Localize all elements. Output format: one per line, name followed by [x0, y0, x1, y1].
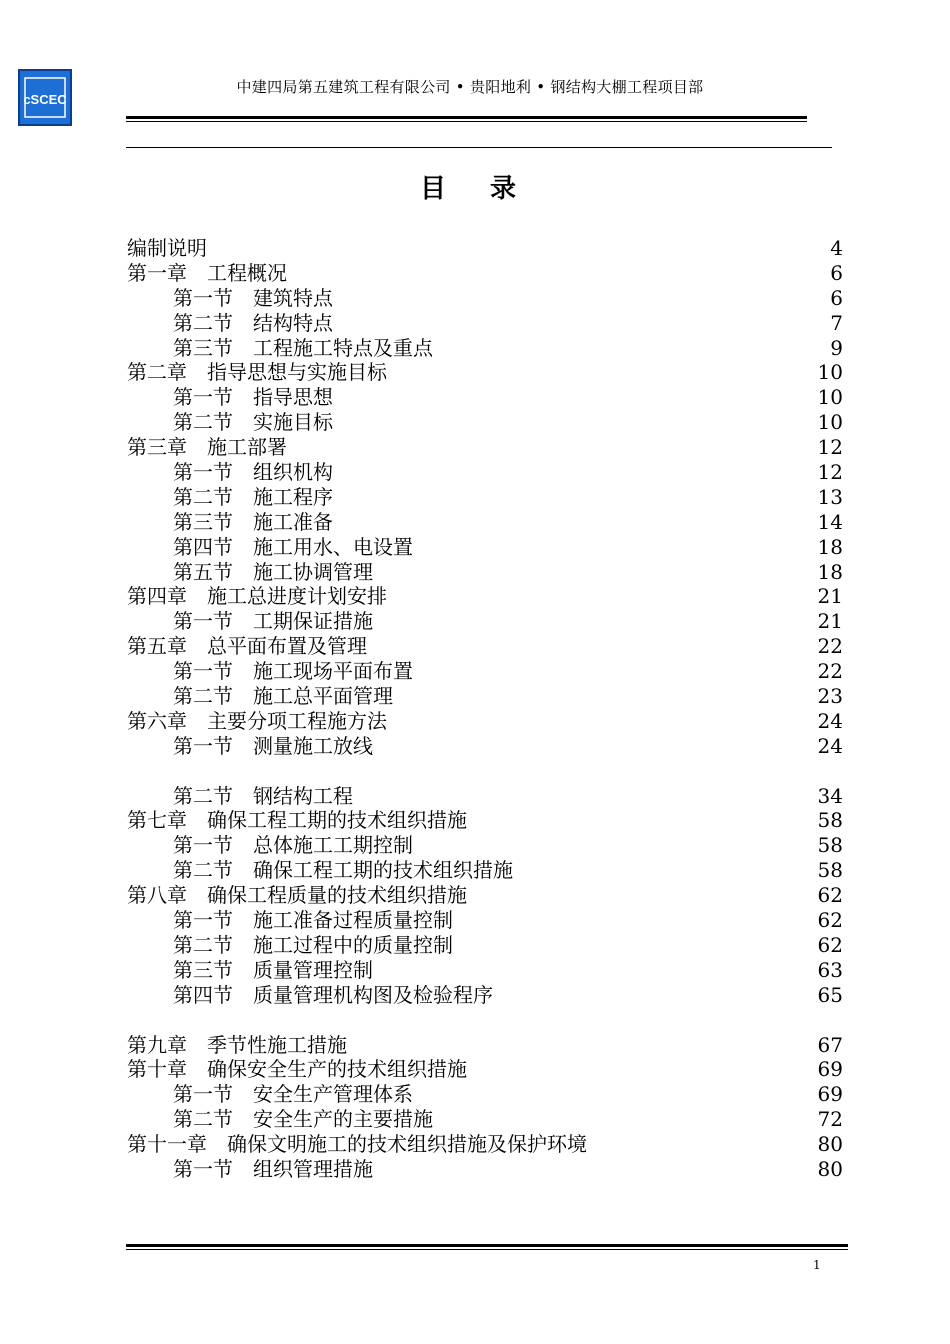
toc-chapter-entry[interactable]: [127, 360, 843, 385]
toc-section-entry[interactable]: [127, 684, 843, 709]
toc-section-entry[interactable]: [127, 336, 843, 361]
company-logo: [18, 69, 72, 126]
toc-entry-page: 6: [830, 260, 843, 285]
toc-section-entry[interactable]: [127, 311, 843, 336]
header-company-title: 中建四局第五建筑工程有限公司 • 贵阳地利 • 钢结构大棚工程项目部: [236, 78, 704, 96]
toc-entry-text: 第四章 施工总进度计划安排: [127, 584, 387, 609]
toc-entry-text: 第六章 主要分项工程施方法: [127, 708, 387, 733]
toc-entry-text: 第二章 指导思想与实施目标: [127, 360, 387, 385]
toc-section-entry[interactable]: [127, 485, 843, 510]
toc-section-entry[interactable]: [127, 659, 843, 684]
toc-entry-text: 第三节 施工准备: [173, 509, 333, 534]
toc-section-entry[interactable]: [127, 1107, 843, 1132]
toc-entry-page: 62: [817, 932, 843, 957]
toc-entry-page: 67: [817, 1032, 843, 1057]
toc-entry-text: 编制说明: [127, 236, 207, 260]
toc-entry-page: 24: [817, 708, 843, 733]
toc-section-entry[interactable]: [127, 983, 843, 1008]
toc-entry-page: 23: [817, 684, 843, 709]
toc-section-entry[interactable]: [127, 734, 843, 759]
toc-section-entry[interactable]: [127, 510, 843, 535]
toc-entry-page: 18: [817, 534, 843, 559]
toc-entry-page: 69: [817, 1082, 843, 1107]
header-rule-thin: [126, 121, 807, 122]
toc-entry-text: 第一节 指导思想: [173, 385, 333, 410]
toc-entry-page: 65: [817, 982, 843, 1007]
toc-entry-page: 21: [817, 609, 843, 634]
toc-entry-text: 第二节 施工过程中的质量控制: [173, 932, 453, 957]
toc-entry-text: 第二节 施工程序: [173, 484, 333, 509]
toc-title: 目录: [419, 174, 560, 204]
toc-entry-page: 58: [817, 833, 843, 858]
toc-entry-page: 10: [817, 360, 843, 385]
header-rule-thick: [126, 116, 807, 119]
toc-chapter-entry[interactable]: [127, 883, 843, 908]
toc-entry-text: 第五章 总平面布置及管理: [127, 634, 367, 659]
toc-chapter-entry[interactable]: [127, 435, 843, 460]
toc-entry-text: 第九章 季节性施工措施: [127, 1032, 347, 1057]
toc-entry-page: 21: [817, 584, 843, 609]
toc-chapter-entry[interactable]: [127, 261, 843, 286]
toc-entry-page: 62: [817, 883, 843, 908]
toc-entry-text: 第二节 施工总平面管理: [173, 684, 393, 709]
toc-section-entry[interactable]: [127, 286, 843, 311]
toc-entry-page: 58: [817, 858, 843, 883]
toc-entry-page: 14: [817, 509, 843, 534]
toc-chapter-entry[interactable]: [127, 1057, 843, 1082]
toc-section-entry[interactable]: [127, 609, 843, 634]
toc-section-entry[interactable]: [127, 933, 843, 958]
toc-entry-text: 第八章 确保工程质量的技术组织措施: [127, 883, 467, 908]
toc-chapter-entry[interactable]: [127, 1033, 843, 1058]
toc-entry-text: 第一节 总体施工工期控制: [173, 833, 413, 858]
toc-entry-page: 80: [817, 1156, 843, 1181]
toc-entry-page: 22: [817, 659, 843, 684]
toc-entry-text: 第一节 组织管理措施: [173, 1156, 373, 1181]
toc-section-entry[interactable]: [127, 385, 843, 410]
toc-section-entry[interactable]: [127, 535, 843, 560]
toc-entry-text: 第三节 质量管理控制: [173, 957, 373, 982]
toc-spacer: [127, 1008, 843, 1033]
toc-entry-page: 12: [817, 460, 843, 485]
toc-entry-page: 12: [817, 435, 843, 460]
toc-spacer: [127, 759, 843, 784]
toc-entry-text: 第四节 施工用水、电设置: [173, 534, 413, 559]
toc-entry-text: 第二节 实施目标: [173, 410, 333, 435]
footer-rule-thick: [126, 1244, 848, 1247]
toc-entry-page: 18: [817, 559, 843, 584]
toc-chapter-entry[interactable]: [127, 1132, 843, 1157]
toc-entry-text: 第三节 工程施工特点及重点: [173, 335, 433, 360]
toc-entry-page: 9: [830, 335, 843, 360]
toc-entry-text: 第二节 钢结构工程: [173, 783, 353, 808]
toc-section-entry[interactable]: [127, 1082, 843, 1107]
toc-chapter-entry[interactable]: [127, 236, 843, 261]
toc-entry-text: 第一节 建筑特点: [173, 285, 333, 310]
toc-section-entry[interactable]: [127, 958, 843, 983]
toc-entry-text: 第一节 施工准备过程质量控制: [173, 908, 453, 933]
toc-entry-text: 第二节 结构特点: [173, 310, 333, 335]
toc-entry-page: 58: [817, 808, 843, 833]
toc-entry-page: 63: [817, 957, 843, 982]
toc-chapter-entry[interactable]: [127, 634, 843, 659]
table-of-contents: [127, 236, 843, 1182]
toc-section-entry[interactable]: [127, 1157, 843, 1182]
toc-section-entry[interactable]: [127, 833, 843, 858]
footer-rule-thin: [126, 1249, 848, 1250]
toc-entry-text: 第二节 安全生产的主要措施: [173, 1107, 433, 1132]
toc-entry-page: 72: [817, 1107, 843, 1132]
toc-section-entry[interactable]: [127, 410, 843, 435]
toc-entry-page: 34: [817, 783, 843, 808]
toc-chapter-entry[interactable]: [127, 709, 843, 734]
toc-entry-text: 第五节 施工协调管理: [173, 559, 373, 584]
toc-entry-page: 22: [817, 634, 843, 659]
toc-section-entry[interactable]: [127, 560, 843, 585]
toc-entry-text: 第一节 测量施工放线: [173, 733, 373, 758]
toc-section-entry[interactable]: [127, 784, 843, 809]
toc-entry-text: 第十一章 确保文明施工的技术组织措施及保护环境: [127, 1132, 587, 1157]
toc-entry-page: 62: [817, 908, 843, 933]
toc-entry-page: 6: [830, 285, 843, 310]
toc-entry-text: 第一节 安全生产管理体系: [173, 1082, 413, 1107]
toc-entry-text: 第一节 工期保证措施: [173, 609, 373, 634]
toc-entry-page: 10: [817, 385, 843, 410]
toc-entry-text: 第七章 确保工程工期的技术组织措施: [127, 808, 467, 833]
toc-entry-text: 第二节 确保工程工期的技术组织措施: [173, 858, 513, 883]
page-number: 1: [813, 1258, 821, 1272]
cscec-logo-icon: [20, 71, 70, 124]
toc-entry-page: 4: [830, 236, 843, 260]
logo-text: cSCEC: [23, 92, 67, 107]
toc-chapter-entry[interactable]: [127, 808, 843, 833]
toc-entry-page: 7: [830, 310, 843, 335]
toc-section-entry[interactable]: [127, 460, 843, 485]
toc-entry-text: 第四节 质量管理机构图及检验程序: [173, 982, 493, 1007]
toc-entry-text: 第十章 确保安全生产的技术组织措施: [127, 1057, 467, 1082]
header-rule-long: [126, 147, 832, 148]
toc-section-entry[interactable]: [127, 908, 843, 933]
toc-entry-text: 第一节 组织机构: [173, 460, 333, 485]
toc-chapter-entry[interactable]: [127, 584, 843, 609]
toc-section-entry[interactable]: [127, 858, 843, 883]
toc-entry-page: 24: [817, 733, 843, 758]
toc-entry-text: 第一节 施工现场平面布置: [173, 659, 413, 684]
toc-entry-text: 第一章 工程概况: [127, 260, 287, 285]
toc-entry-text: 第三章 施工部署: [127, 435, 287, 460]
toc-entry-page: 10: [817, 410, 843, 435]
toc-entry-page: 80: [817, 1132, 843, 1157]
toc-entry-page: 13: [817, 484, 843, 509]
toc-entry-page: 69: [817, 1057, 843, 1082]
